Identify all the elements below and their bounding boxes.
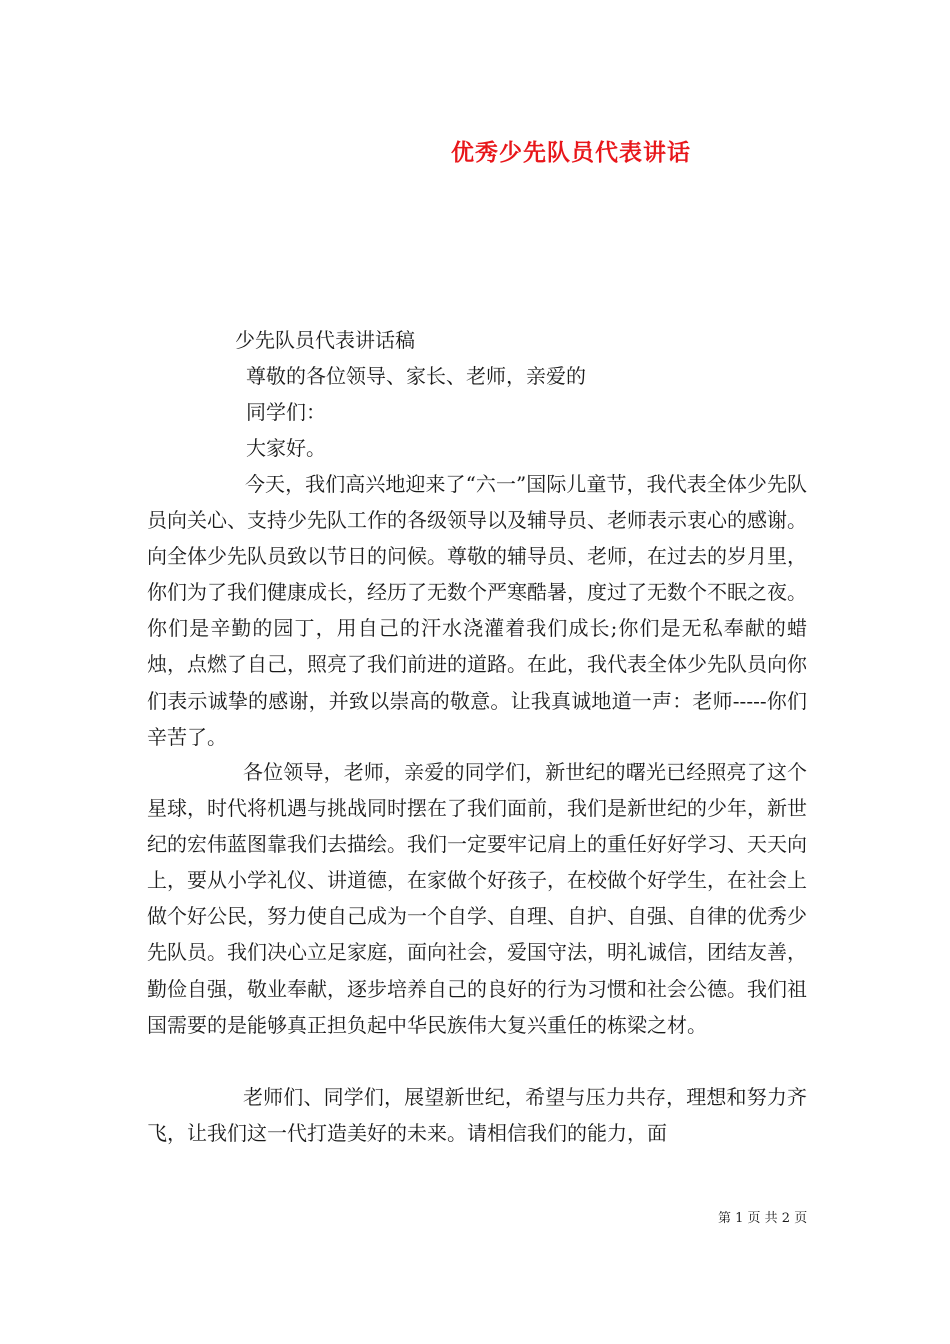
body-paragraph-2: 各位领导，老师，亲爱的同学们，新世纪的曙光已经照亮了这个星球，时代将机遇与挑战同时摆在了我们面前，我们是新世纪的少年，新世纪的宏伟蓝图靠我们去描绘。我们一定要牢记肩上的重任好好学习、天天向上，要从小学礼仪、讲道德，在家做个好孩子，在校做个好学生，在社会上做个好公民，努力使自己成为一个自学、自理、自护、自强、自律的优秀少先队员。我们决心立足家庭，面向社会，爱国守法，明礼诚信，团结友善，勤俭自强，敬业奉献，逐步培养自己的良好的行为习惯和社会公德。我们祖国需要的是能够真正担负起中华民族伟大复兴重任的栋梁之材。	[147, 760, 807, 1037]
greeting-line: 大家好。	[246, 436, 326, 460]
document-title: 优秀少先队员代表讲话	[451, 139, 691, 166]
page-number-footer: 第 1 页 共 2 页	[718, 1211, 808, 1226]
body-paragraph-3: 老师们、同学们，展望新世纪，希望与压力共存，理想和努力齐飞，让我们这一代打造美好的未来。请相信我们的能力，面	[147, 1085, 807, 1146]
salutation-line-1: 尊敬的各位领导、家长、老师，亲爱的	[246, 364, 586, 388]
body-paragraph-1: 今天，我们高兴地迎来了“六一”国际儿童节，我代表全体少先队员向关心、支持少先队工作的各级领导以及辅导员、老师表示衷心的感谢。向全体少先队员致以节日的问候。尊敬的辅导员、老师，在过去的岁月里，你们为了我们健康成长，经历了无数个严寒酷暑，度过了无数个不眠之夜。你们是辛勤的园丁，用自己的汗水浇灌着我们成长;你们是无私奉献的蜡烛，点燃了自己，照亮了我们前进的道路。在此，我代表全体少先队员向你们表示诚挚的感谢，并致以崇高的敬意。让我真诚地道一声：老师-----你们辛苦了。	[147, 472, 807, 749]
salutation-line-2: 同学们：	[246, 400, 326, 424]
speech-subtitle: 少先队员代表讲话稿	[235, 328, 415, 352]
